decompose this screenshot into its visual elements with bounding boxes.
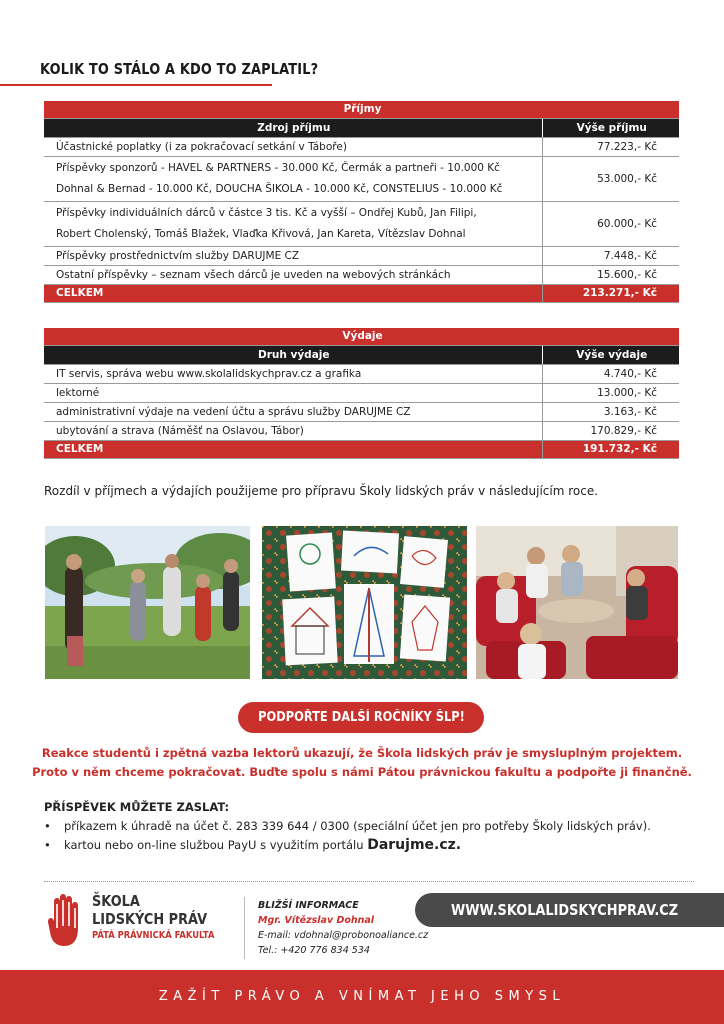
- logo-subtitle: PÁTÁ PRÁVNICKÁ FAKULTA: [92, 930, 215, 941]
- expenses-row-text: IT servis, správa webu www.skolalidskychprav.cz a grafika: [44, 364, 542, 383]
- income-row-text: [44, 156, 542, 201]
- table-row: [44, 421, 679, 440]
- income-row-text: [44, 201, 542, 246]
- expenses-row-text: ubytování a strava (Náměšť na Oslavou, Tábor): [44, 421, 542, 440]
- table-row: [44, 201, 679, 246]
- income-total-label: CELKEM: [44, 284, 542, 302]
- income-row-text: Účastnické poplatky (i za pokračovací setkání v Táboře): [44, 137, 542, 156]
- contribution-item-bank: [44, 819, 651, 833]
- income-row-amount: 77.223,- Kč: [542, 137, 679, 156]
- income-table: [44, 101, 679, 303]
- contact-phone[interactable]: Tel.: +420 776 834 534: [258, 945, 370, 956]
- raised-hand-icon: [48, 894, 84, 948]
- expenses-title-row: [44, 328, 679, 345]
- expenses-row-text: lektorné: [44, 383, 542, 402]
- income-title-row: [44, 101, 679, 118]
- income-row-text: Ostatní příspěvky – seznam všech dárců je uveden na webových stránkách: [44, 265, 542, 284]
- table-row: [44, 402, 679, 421]
- income-row-amount: 60.000,- Kč: [542, 201, 679, 246]
- contact-label: BLIŽŠÍ INFORMACE: [258, 900, 359, 911]
- bullet-glyph: •: [44, 819, 51, 833]
- heading-underline: [0, 84, 272, 86]
- photo-outdoor-group: [45, 526, 250, 679]
- expenses-table: [44, 328, 679, 459]
- expenses-row-amount: 170.829,- Kč: [542, 421, 679, 440]
- income-row-amount: 7.448,- Kč: [542, 246, 679, 265]
- table-row: [44, 137, 679, 156]
- expenses-row-text: administrativní výdaje na vedení účtu a správu služby DARUJME CZ: [44, 402, 542, 421]
- income-col-amount: Výše příjmu: [542, 118, 679, 137]
- income-row-line: Robert Cholenský, Tomáš Blažek, Vlaďka Křivová, Jan Kareta, Vítězslav Dohnal: [56, 227, 466, 240]
- expenses-col-amount: Výše výdaje: [542, 345, 679, 364]
- website-link[interactable]: [415, 893, 724, 927]
- website-label: WWW.SKOLALIDSKYCHPRAV.CZ: [451, 901, 679, 919]
- income-header-row: [44, 118, 679, 137]
- photo-drawings: [262, 526, 467, 679]
- support-button-label: PODPOŘTE DALŠÍ ROČNÍKY ŠLP!: [257, 710, 465, 725]
- contact-name: Mgr. Vítězslav Dohnal: [258, 915, 375, 926]
- expenses-title: Výdaje: [44, 328, 679, 345]
- table-row: [44, 246, 679, 265]
- table-row: [44, 156, 679, 201]
- contact-divider: [244, 897, 245, 959]
- table-row: [44, 383, 679, 402]
- expenses-header-row: [44, 345, 679, 364]
- footer-slogan: ZAŽÍT PRÁVO A VNÍMAT JEHO SMYSL: [0, 970, 724, 1024]
- logo-title-line: ŠKOLA: [92, 892, 140, 910]
- income-row-line: Příspěvky individuálních dárců v částce 3 tis. Kč a vyšší – Ondřej Kubů, Jan Filipi,: [56, 206, 477, 219]
- expenses-row-amount: 4.740,- Kč: [542, 364, 679, 383]
- contribution-item-text: kartou nebo on-line službou PayU s využitím portálu: [64, 838, 368, 852]
- expenses-total-amount: 191.732,- Kč: [542, 440, 679, 458]
- difference-note: Rozdíl v příjmech a výdajích použijeme pro přípravu Školy lidských práv v následujícím roce.: [44, 484, 599, 498]
- appeal-line: Proto v něm chceme pokračovat. Buďte spolu s námi Pátou právnickou fakultu a podpořte ji finančně.: [32, 765, 692, 779]
- income-total-amount: 213.271,- Kč: [542, 284, 679, 302]
- table-row: [44, 265, 679, 284]
- contribution-item-text: příkazem k úhradě na účet č. 283 339 644 / 0300 (speciální účet jen pro potřeby Školy lidských práv).: [64, 819, 651, 833]
- income-row-text: Příspěvky prostřednictvím služby DARUJME CZ: [44, 246, 542, 265]
- income-row-amount: 53.000,- Kč: [542, 156, 679, 201]
- contribution-item-online: [44, 837, 461, 853]
- photo-indoor-workshop: [476, 526, 678, 679]
- expenses-total-label: CELKEM: [44, 440, 542, 458]
- logo-title-line: LIDSKÝCH PRÁV: [92, 910, 208, 928]
- divider: [44, 881, 694, 882]
- income-row-line: Příspěvky sponzorů - HAVEL & PARTNERS - 30.000 Kč, Čermák a partneři - 10.000 Kč: [56, 161, 500, 174]
- darujme-link[interactable]: Darujme.cz.: [367, 837, 462, 853]
- page-heading: KOLIK TO STÁLO A KDO TO ZAPLATIL?: [40, 60, 319, 78]
- bullet-glyph: •: [44, 838, 51, 852]
- income-row-amount: 15.600,- Kč: [542, 265, 679, 284]
- appeal-line: Reakce studentů i zpětná vazba lektorů ukazují, že Škola lidských práv je smysluplným projektem.: [41, 746, 683, 760]
- contact-email[interactable]: E-mail: vdohnal@probonoaliance.cz: [258, 930, 429, 941]
- expenses-col-type: Druh výdaje: [44, 345, 542, 364]
- table-row: [44, 364, 679, 383]
- contribution-heading: PŘÍSPĚVEK MŮŽETE ZASLAT:: [44, 800, 230, 814]
- support-button[interactable]: [238, 702, 484, 733]
- expenses-row-amount: 13.000,- Kč: [542, 383, 679, 402]
- expenses-total-row: [44, 440, 679, 458]
- income-title: Příjmy: [44, 101, 679, 118]
- expenses-row-amount: 3.163,- Kč: [542, 402, 679, 421]
- income-total-row: [44, 284, 679, 302]
- income-col-source: Zdroj příjmu: [44, 118, 542, 137]
- income-row-line: Dohnal & Bernad - 10.000 Kč, DOUCHA ŠIKOLA - 10.000 Kč, CONSTELIUS - 10.000 Kč: [56, 182, 503, 195]
